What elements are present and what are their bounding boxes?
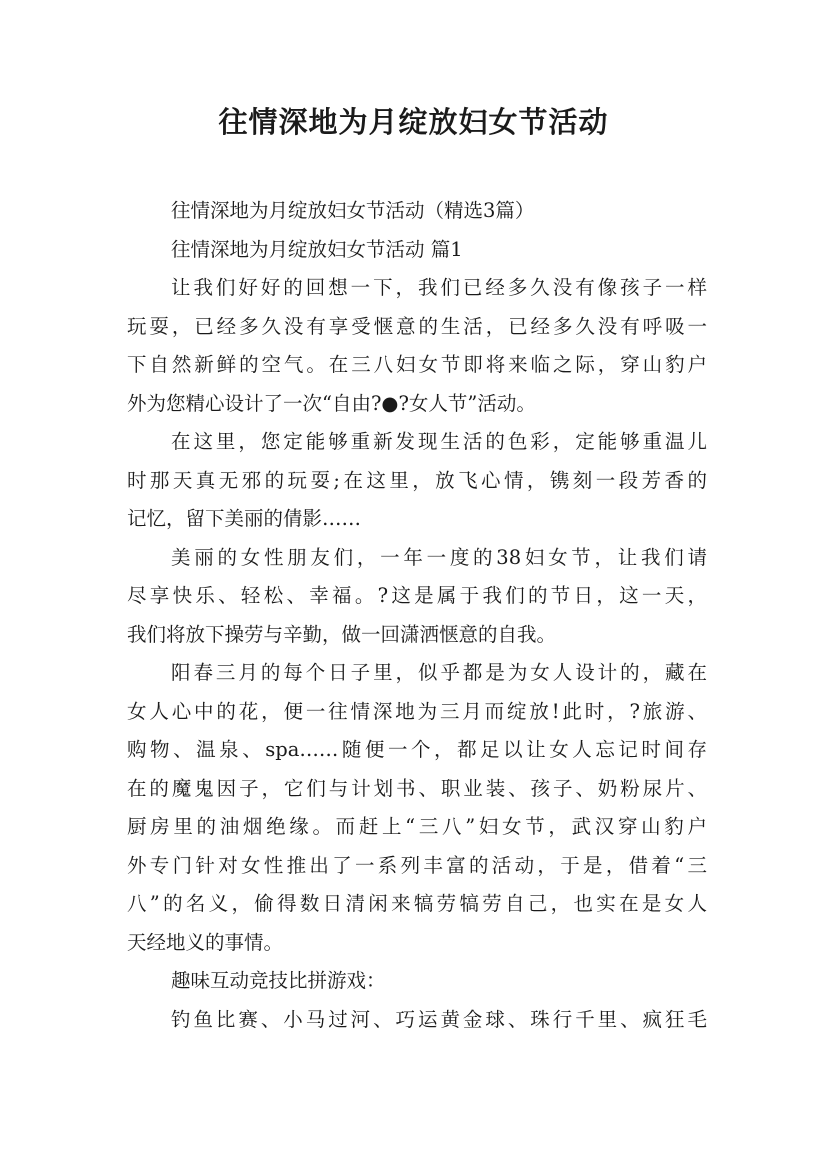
text-line: 八”的名义，偷得数日清闲来犒劳犒劳自己，也实在是女人	[127, 892, 707, 915]
text-line: 让我们好好的回想一下，我们已经多久没有像孩子一样	[171, 276, 707, 299]
text-line: 女人心中的花，便一往情深地为三月而绽放!此时，?旅游、	[127, 699, 707, 723]
text-line: 往情深地为月绽放妇女节活动（精选3篇）	[171, 199, 535, 222]
text-line: 钓鱼比赛、小马过河、巧运黄金球、珠行千里、疯狂毛	[171, 1007, 707, 1031]
text-line: 下自然新鲜的空气。在三八妇女节即将来临之际，穿山豹户	[127, 353, 707, 376]
text-line: 玩耍，已经多久没有享受惬意的生活，已经多久没有呼吸一	[127, 314, 707, 338]
text-line: 我们将放下操劳与辛勤，做一回潇洒惬意的自我。	[127, 622, 557, 646]
text-line: 时那天真无邪的玩耍;在这里，放飞心情，镌刻一段芳香的	[127, 468, 707, 492]
document-body	[127, 192, 707, 1039]
text-line: 尽享快乐、轻松、幸福。?这是属于我们的节日，这一天，	[127, 584, 707, 607]
text-line: 记忆，留下美丽的倩影……	[127, 507, 362, 530]
text-line: 外为您精心设计了一次“自由?●?女人节”活动。	[127, 391, 536, 415]
text-line: 美丽的女性朋友们，一年一度的38妇女节，让我们请	[171, 545, 707, 569]
text-line: 厨房里的油烟绝缘。而赶上“三八”妇女节，武汉穿山豹户	[127, 815, 707, 838]
text-line: 趣味互动竞技比拼游戏：	[171, 969, 386, 992]
text-line: 购物、温泉、spa……随便一个，都足以让女人忘记时间存	[127, 738, 707, 761]
text-line: 阳春三月的每个日子里，似乎都是为女人设计的，藏在	[171, 661, 707, 684]
text-line: 在这里，您定能够重新发现生活的色彩，定能够重温儿	[171, 430, 707, 453]
document-title: 往情深地为月绽放妇女节活动	[218, 105, 609, 139]
text-line: 外专门针对女性推出了一系列丰富的活动，于是，借着“三	[127, 853, 707, 877]
text-line: 天经地义的事情。	[127, 930, 284, 954]
text-line: 往情深地为月绽放妇女节活动 篇1	[171, 237, 463, 261]
text-line: 在的魔鬼因子，它们与计划书、职业装、孩子、奶粉尿片、	[127, 776, 707, 800]
